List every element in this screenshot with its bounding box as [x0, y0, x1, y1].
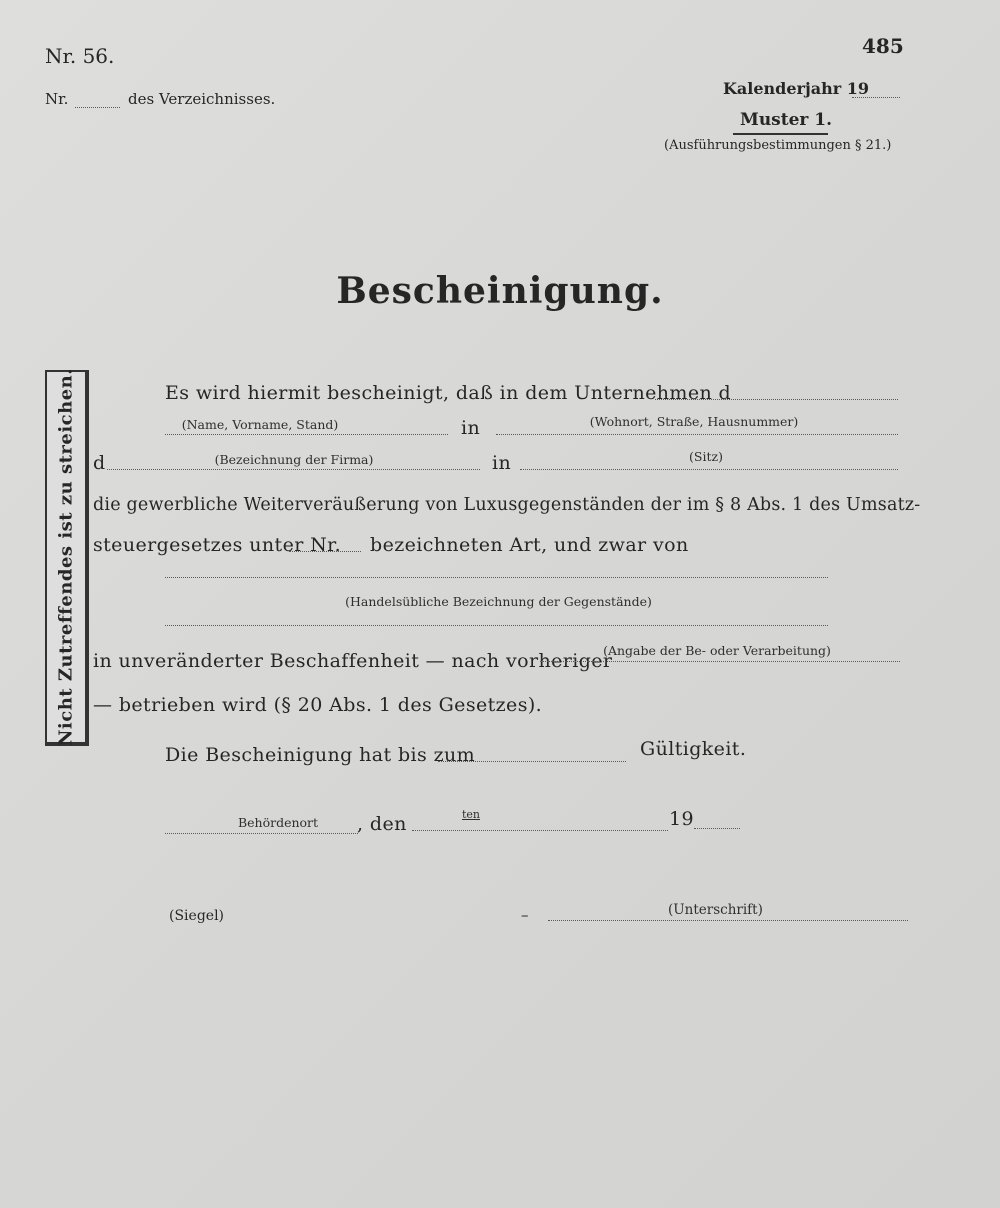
certification-line-4: die gewerbliche Weiterveräußerung von Luxusgegenständen der im § 8 Abs. 1 des Umsatz- [93, 495, 921, 515]
unternehmen-field[interactable] [655, 399, 898, 400]
certification-line-5b: bezeichneten Art, und zwar von [370, 534, 689, 556]
muster-underline [733, 133, 828, 135]
signature-dash: – [521, 906, 529, 924]
kalenderjahr-label: Kalenderjahr 19 [723, 79, 870, 98]
certification-line-8: — betrieben wird (§ 20 Abs. 1 des Gesetzes). [93, 694, 543, 716]
validity-line-end: Gültigkeit. [640, 738, 747, 760]
nr-field[interactable] [289, 551, 361, 552]
name-field[interactable] [165, 434, 448, 435]
caption-sitz: (Sitz) [689, 449, 723, 464]
gegenstaende-field-2[interactable] [165, 625, 828, 626]
d-prefix: d [93, 452, 106, 474]
kalenderjahr-field[interactable] [852, 97, 900, 98]
caption-name: (Name, Vorname, Stand) [181, 417, 339, 432]
certification-line-5a: steuergesetzes unter Nr. [93, 534, 342, 556]
verzeichnis-number-field[interactable] [75, 107, 120, 108]
gegenstaende-field-1[interactable] [165, 577, 828, 578]
unterschrift-field[interactable] [548, 920, 908, 921]
muster-label: Muster 1. [740, 110, 833, 130]
behoerdenort-label: Behördenort [237, 815, 319, 830]
bearbeitung-field[interactable] [540, 661, 900, 662]
unterschrift-label: (Unterschrift) [668, 902, 763, 918]
ten-label: ten [461, 808, 480, 821]
certification-line-7: in unveränderter Beschaffenheit — nach vorheriger [93, 650, 613, 672]
caption-wohnort: (Wohnort, Straße, Hausnummer) [589, 414, 799, 429]
wohnort-field[interactable] [496, 434, 898, 435]
validity-line-start: Die Bescheinigung hat bis zum [165, 744, 476, 766]
in-label-1: in [461, 417, 481, 439]
page-title: Bescheinigung. [336, 270, 664, 312]
page-number: 485 [862, 34, 904, 58]
behoerdenort-field[interactable] [165, 833, 358, 834]
verzeichnis-suffix: des Verzeichnisses. [128, 90, 276, 108]
caption-handel: (Handelsübliche Bezeichnung der Gegenstände) [345, 594, 652, 609]
den-label: , den [357, 813, 407, 835]
in-label-2: in [492, 452, 512, 474]
ausfuehrung-label: (Ausführungsbestimmungen § 21.) [664, 138, 892, 153]
year-field[interactable] [694, 828, 740, 829]
side-note-box [45, 367, 89, 747]
caption-angabe: (Angabe der Be- oder Verarbeitung) [603, 643, 831, 658]
year-prefix: 19 [669, 808, 694, 830]
certification-line-1: Es wird hiermit bescheinigt, daß in dem Unternehmen d [165, 382, 732, 404]
caption-firma: (Bezeichnung der Firma) [214, 452, 374, 467]
sitz-field[interactable] [520, 469, 898, 470]
verzeichnis-prefix: Nr. [45, 90, 69, 108]
day-field[interactable] [412, 830, 482, 831]
gueltig-bis-field[interactable] [438, 761, 626, 762]
month-field[interactable] [483, 830, 668, 831]
document-number: Nr. 56. [45, 44, 115, 68]
firma-field[interactable] [107, 469, 480, 470]
siegel-label: (Siegel) [169, 908, 225, 924]
side-note-text: Nicht Zutreffendes ist zu streichen. [55, 367, 77, 747]
